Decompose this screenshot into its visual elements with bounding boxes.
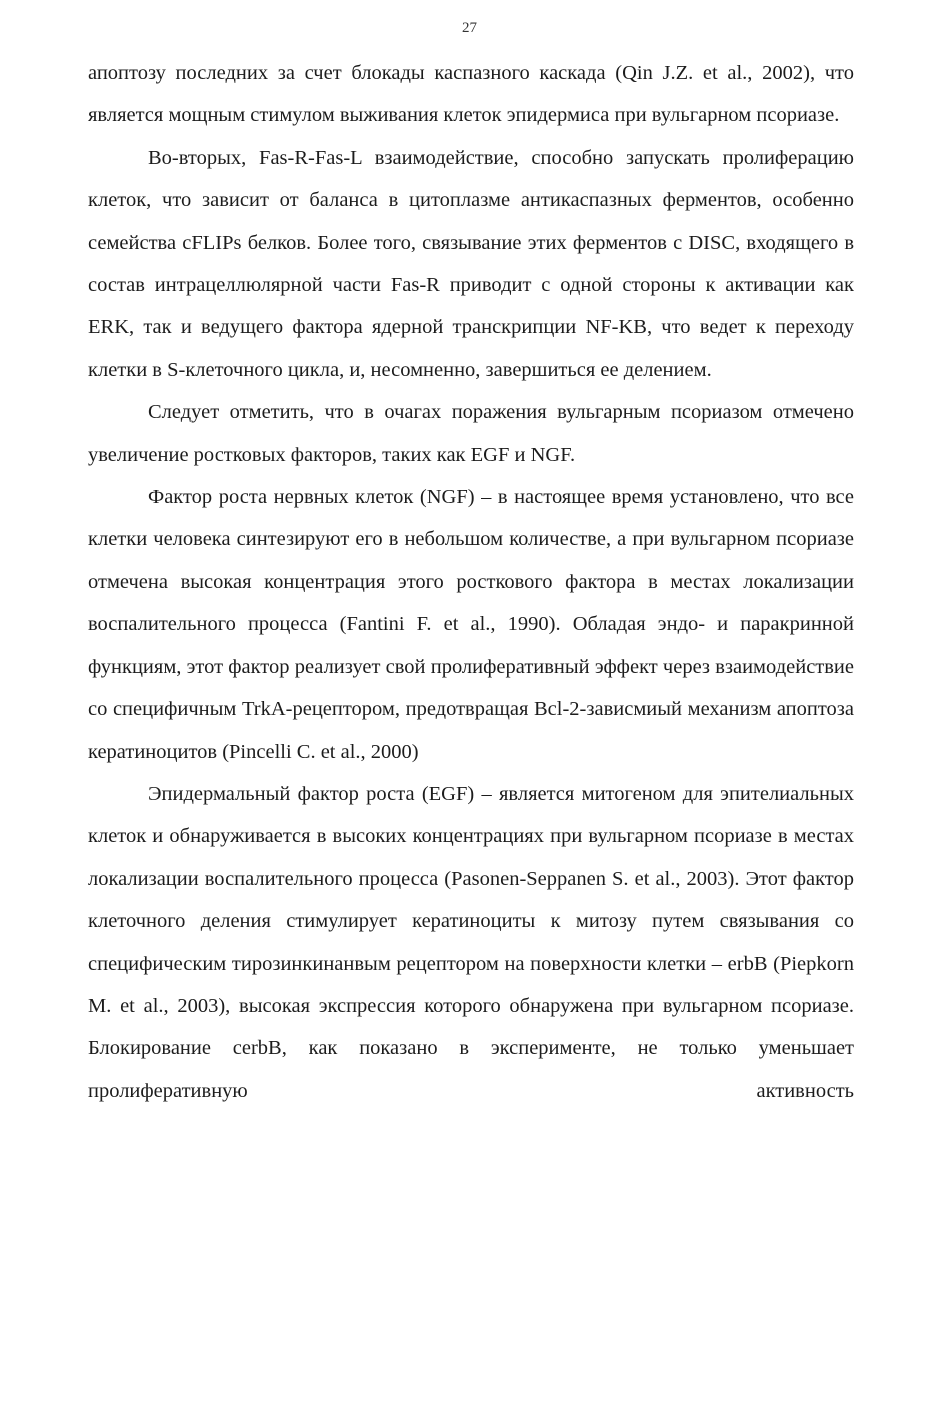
paragraph-1: апоптозу последних за счет блокады каспазного каскада (Qin J.Z. et al., 2002), что является мощным стимулом выживания клеток эпидермиса при вульгарном псориазе. [88, 62, 854, 127]
body-text [88, 52, 854, 1112]
paragraph-5: Эпидермальный фактор роста (EGF) – является митогеном для эпителиальных клеток и обнаруживается в высоких концентрациях при вульгарном псориазе в местах локализации воспалительного процесса (Pasonen-Seppanen S. et al., 2003). Этот фактор клеточного деления стимулирует кератиноциты к митозу путем связывания со специфическим тирозинкинанвым рецептором на поверхности клетки – erbB (Piepkorn M. et al., 2003), высокая экспрессия которого обнаружена при вульгарном псориазе. Блокирование cerbB, как показано в эксперименте, не только уменьшает пролиферативную активность [88, 782, 854, 1102]
page-number: 27 [462, 20, 477, 36]
paragraph-4: Фактор роста нервных клеток (NGF) – в настоящее время установлено, что все клетки человека синтезируют его в небольшом количестве, а при вульгарном псориазе отмечена высокая концентрация этого росткового фактора в местах локализации воспалительного процесса (Fantini F. et al., 1990). Обладая эндо- и паракринной функциям, этот фактор реализует свой пролиферативный эффект через взаимодействие со специфичным TrkA-рецептором, предотвращая Bcl-2-зависмиый механизм апоптоза кератиноцитов (Pincelli C. et al., 2000) [88, 486, 854, 763]
paragraph-2: Во-вторых, Fas-R-Fas-L взаимодействие, способно запускать пролиферацию клеток, что зависит от баланса в цитоплазме антикаспазных ферментов, особенно семейства cFLIPs белков. Более того, связывание этих ферментов с DISC, входящего в состав интрацеллюлярной части Fas-R приводит с одной стороны к активации как ERK, так и ведущего фактора ядерной транскрипции NF-KB, что ведет к переходу клетки в S-клеточного цикла, и, несомненно, завершиться ее делением. [88, 146, 854, 381]
paragraph-3: Следует отметить, что в очагах поражения вульгарным псориазом отмечено увеличение ростковых факторов, таких как EGF и NGF. [88, 401, 854, 466]
